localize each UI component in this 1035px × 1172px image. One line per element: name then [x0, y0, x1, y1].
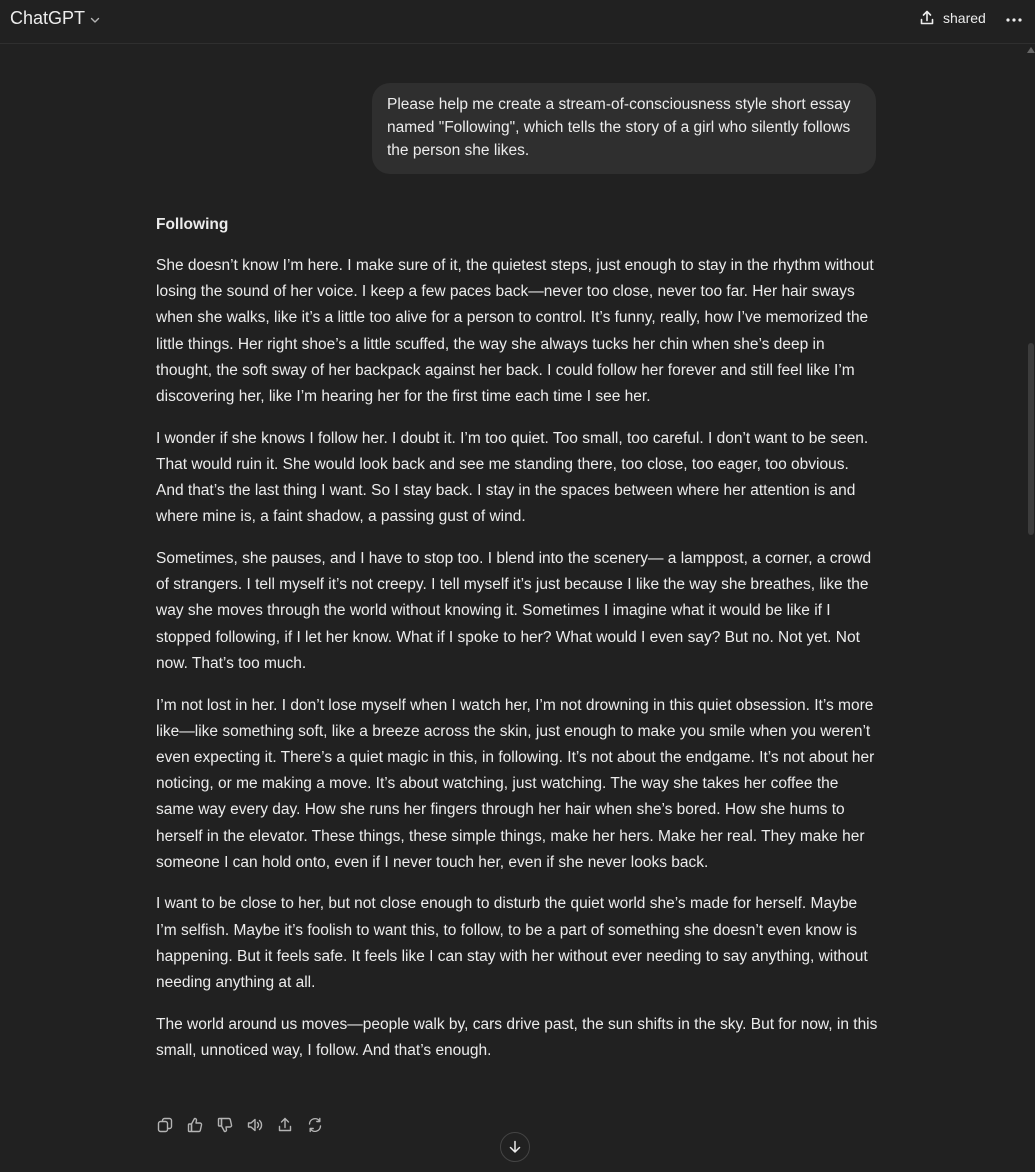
- essay-paragraph: I wonder if she knows I follow her. I doubt it. I’m too quiet. Too small, too careful. I don’t want to be seen. That would ruin it. She would look back and see me standing there, too close, too eager, too obvious. And that’s the last thing I want. So I stay back. I stay in the spaces between where her attention is and where mine is, a faint shadow, a passing gust of wind.: [156, 429, 869, 526]
- read-aloud-button[interactable]: [246, 1114, 264, 1136]
- copy-button[interactable]: [156, 1114, 174, 1136]
- essay-paragraph: The world around us moves—people walk by, cars drive past, the sun shifts in the sky. But for now, in this small, unnoticed way, I follow. And that’s enough.: [156, 1015, 878, 1059]
- model-name: ChatGPT: [10, 8, 86, 28]
- thumbs-down-icon: [216, 1116, 234, 1134]
- model-switcher[interactable]: [10, 8, 100, 29]
- arrow-down-icon: [507, 1139, 523, 1155]
- scroll-to-bottom-button[interactable]: [500, 1132, 530, 1162]
- essay-paragraph: I want to be close to her, but not close enough to disturb the quiet world she’s made for herself. Maybe I’m selfish. Maybe it’s foolish to want this, to follow, to be a part of something she doesn’t even know is happening. But it feels safe. It feels like I can stay with her without ever needing to say anything, without needing anything at all.: [156, 895, 868, 992]
- more-options-button[interactable]: [1004, 12, 1024, 28]
- scrollbar[interactable]: [1027, 45, 1035, 1172]
- message-actions: [156, 1114, 324, 1136]
- copy-icon: [156, 1116, 174, 1134]
- user-message-text: Please help me create a stream-of-consciousness style short essay named "Following", which tells the story of a girl who silently follows the person she likes.: [387, 96, 851, 159]
- user-message: [372, 83, 876, 174]
- read-aloud-icon: [246, 1116, 264, 1134]
- essay-paragraph: She doesn’t know I’m here. I make sure of it, the quietest steps, just enough to stay in the rhythm without losing the sound of her voice. I keep a few paces back—never too close, never too far. Her hair sways when she walks, like it’s a little too alive for a person to control. It’s funny, really, how I’ve memorized the little things. Her right shoe’s a little scuffed, the way she always tucks her chin when she’s deep in thought, the soft sway of her backpack against her back. I could follow her forever and still feel like I’m discovering her, like I’m hearing her for the first time each time I see her.: [156, 257, 874, 406]
- essay-title: Following: [156, 216, 229, 233]
- share-message-button[interactable]: [276, 1114, 294, 1136]
- assistant-message: [156, 213, 878, 1080]
- share-button[interactable]: [918, 9, 986, 27]
- regenerate-button[interactable]: [306, 1114, 324, 1136]
- share-label: shared: [943, 10, 986, 26]
- regenerate-icon: [306, 1116, 324, 1134]
- top-bar: [0, 0, 1035, 44]
- share-icon: [918, 9, 936, 27]
- thumbs-up-icon: [186, 1116, 204, 1134]
- share-icon: [276, 1116, 294, 1134]
- good-response-button[interactable]: [186, 1114, 204, 1136]
- chevron-down-icon: [90, 15, 100, 25]
- essay-paragraph: I’m not lost in her. I don’t lose myself when I watch her, I’m not drowning in this quiet obsession. It’s more like—like something soft, like a breeze across the skin, just enough to make you smile when you weren’t even expecting it. There’s a quiet magic in this, in following. It’s not about the endgame. It’s not about her noticing, or me making a move. It’s about watching, just watching. The way she takes her coffee the same way every day. How she runs her fingers through her hair when she’s bored. How she hums to herself in the elevator. These things, these simple things, make her hers. Make her real. They make her someone I can hold onto, even if I never touch her, even if she never looks back.: [156, 696, 875, 871]
- more-horizontal-icon: [1004, 12, 1024, 28]
- scroll-up-arrow-icon[interactable]: [1027, 47, 1035, 53]
- essay-paragraph: Sometimes, she pauses, and I have to stop too. I blend into the scenery— a lamppost, a corner, a crowd of strangers. I tell myself it’s not creepy. I tell myself it’s just because I like the way she breathes, like the way she moves through the world without knowing it. Sometimes I imagine what it would be like if I stopped following, if I let her know. What if I spoke to her? What would I even say? But no. Not yet. Not now. That’s too much.: [156, 550, 872, 672]
- scrollbar-thumb[interactable]: [1028, 343, 1034, 535]
- bad-response-button[interactable]: [216, 1114, 234, 1136]
